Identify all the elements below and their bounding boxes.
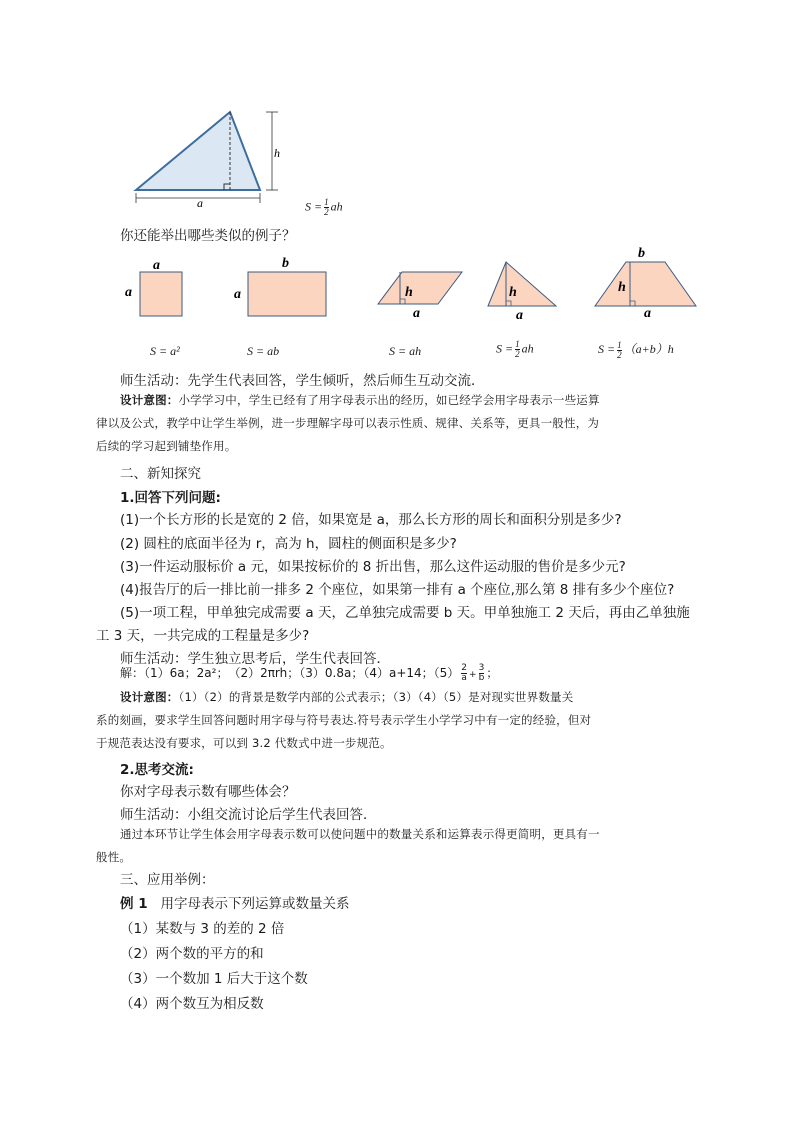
shapes-row	[120, 244, 710, 324]
triangle-formula: S = $\frac{1}{2}$ ah	[305, 197, 343, 217]
label-a: a	[197, 196, 203, 210]
small-triangle-shape	[488, 262, 556, 306]
activity-2: 师生活动：学生独立思考后，学生代表回答．	[120, 651, 390, 667]
summary-line2: 般性。	[96, 850, 132, 864]
parallelogram-shape	[378, 272, 462, 304]
think-question: 你对字母表示数有哪些体会？	[120, 784, 296, 800]
section-3-heading: 三、应用举例：	[120, 872, 215, 888]
solution: 解：（1）6a；2a²； （2）2πrh；（3）0.8a；（4）a+14；（5） $\frac{2}{a}$ + $\frac{3}{b}$ ；	[120, 663, 499, 683]
question-5-line2: 工 3 天，一共完成的工程量是多少?	[96, 628, 310, 644]
small-triangle-formula: S = $\frac{1}{2}$ ah	[496, 339, 534, 359]
square-shape	[140, 272, 182, 316]
summary: 通过本环节让学生体会用字母表示数可以使问题中的数量关系和运算表示得更简明，更具有一	[120, 827, 600, 841]
label-h: h	[274, 146, 280, 160]
design-intent-2-line2: 系的刻画，要求学生回答问题时用字母与符号表达.符号表示学生小学学习中有一定的经验，但对	[96, 713, 592, 727]
square-formula: S = a²	[150, 344, 180, 358]
design-intent-1-line2: 律以及公式，教学中让学生举例，进一步理解字母可以表示性质、规律、关系等，更具一般性，为	[96, 416, 600, 430]
example-item-4: （4）两个数互为相反数	[120, 996, 264, 1012]
triangle-figure	[120, 104, 290, 210]
rectangle-side-left: a	[234, 287, 241, 302]
example-item-3: （3）一个数加 1 后大于这个数	[120, 971, 308, 987]
activity-3: 师生活动：小组交流讨论后学生代表回答．	[120, 807, 377, 823]
sub-heading-1: 1.回答下列问题:	[120, 490, 221, 506]
activity-1: 师生活动：先学生代表回答，学生倾听，然后师生互动交流．	[120, 373, 485, 389]
trapezoid-height: h	[618, 280, 626, 295]
trapezoid-base: a	[644, 306, 651, 321]
section-2-heading: 二、新知探究	[120, 466, 201, 482]
example-item-1: （1）某数与 3 的差的 2 倍	[120, 921, 285, 937]
triangle-height: h	[509, 285, 517, 300]
rectangle-shape	[248, 272, 326, 316]
rectangle-side-top: b	[282, 256, 289, 271]
triangle-shape	[136, 112, 260, 190]
question-examples: 你还能举出哪些类似的例子？	[120, 228, 296, 244]
parallelogram-height: h	[405, 285, 413, 300]
parallelogram-formula: S = ah	[389, 344, 422, 358]
triangle-base: a	[516, 308, 523, 323]
design-intent-2: 设计意图：（1）（2）的背景是数学内部的公式表示；（3）（4）（5）是对现实世界数量关	[120, 690, 574, 704]
question-5: (5)一项工程，甲单独完成需要 a 天，乙单独完成需要 b 天。甲单独施工 2 天后，再由乙单独施	[120, 605, 690, 621]
trapezoid-shape	[595, 262, 696, 306]
square-side-top: a	[153, 258, 160, 273]
parallelogram-base: a	[413, 306, 420, 321]
question-2: (2) 圆柱的底面半径为 r，高为 h，圆柱的侧面积是多少?	[120, 536, 457, 552]
design-intent-2-line3: 于规范表达没有要求，可以到 3.2 代数式中进一步规范。	[96, 736, 392, 750]
rectangle-formula: S = ab	[247, 344, 280, 358]
sub-heading-2: 2.思考交流:	[120, 762, 194, 778]
design-intent-1: 设计意图：小学学习中，学生已经有了用字母表示出的经历，如已经学会用字母表示一些运算	[120, 393, 600, 407]
square-side-left: a	[125, 285, 132, 300]
trapezoid-formula: S = $\frac{1}{2}$ （a+b）h	[598, 339, 674, 360]
example-1: 例 1 用字母表示下列运算或数量关系	[120, 896, 350, 912]
question-4: (4)报告厅的后一排比前一排多 2 个座位，如果第一排有 a 个座位,那么第 8 排有多少个座位?	[120, 582, 675, 598]
question-1: (1)一个长方形的长是宽的 2 倍，如果宽是 a，那么长方形的周长和面积分别是多少?	[120, 512, 622, 528]
example-item-2: （2）两个数的平方的和	[120, 946, 264, 962]
design-intent-1-line3: 后续的学习起到铺垫作用。	[96, 439, 237, 453]
trapezoid-top: b	[638, 246, 645, 261]
question-3: (3)一件运动服标价 a 元，如果按标价的 8 折出售，那么这件运动服的售价是多少元?	[120, 559, 626, 575]
